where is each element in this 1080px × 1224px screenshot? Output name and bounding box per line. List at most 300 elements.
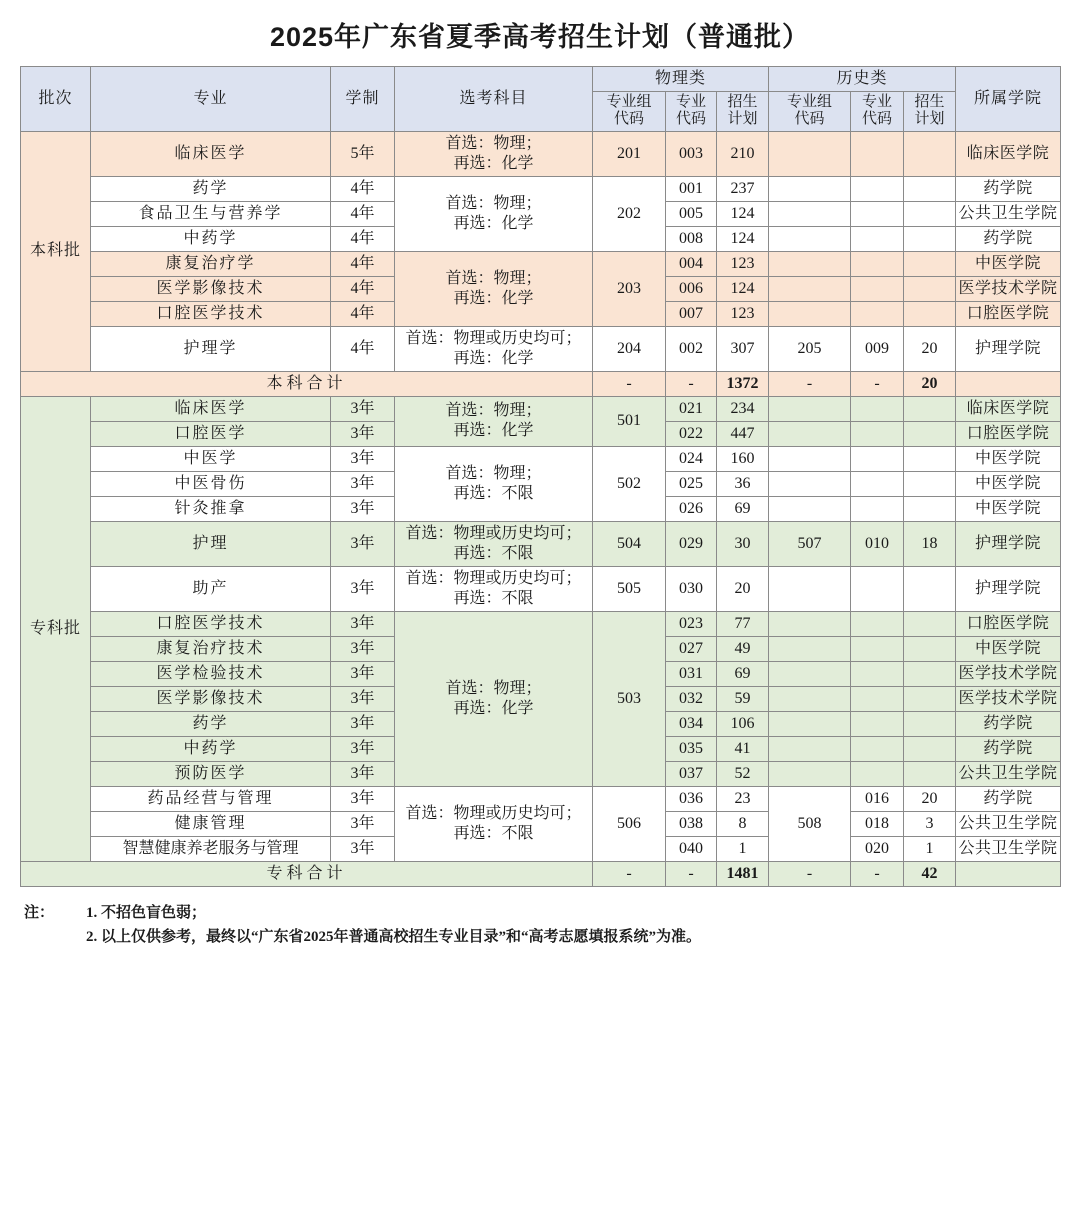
subject-line1: 首选：物理； — [445, 134, 542, 152]
cell-physics-group-code: 204 — [593, 326, 666, 371]
label-line2: 代码 — [675, 111, 706, 128]
subject-line2: 再选：化学 — [453, 154, 534, 172]
table-row[interactable] — [21, 566, 1061, 611]
cell-physics-plan: 124 — [717, 226, 769, 251]
cell-physics-major-code: 007 — [666, 301, 717, 326]
cell-history-group-code — [769, 396, 851, 421]
header-physics-major-code — [666, 92, 717, 132]
label-line1: 招生 — [914, 94, 945, 110]
cell-physics-major-code: 031 — [666, 661, 717, 686]
cell-history-major-code — [851, 276, 904, 301]
cell-physics-plan: 69 — [717, 661, 769, 686]
cell-history-major-code — [851, 496, 904, 521]
cell-years: 4年 — [331, 226, 395, 251]
cell-physics-plan: 237 — [717, 176, 769, 201]
cell-college: 医学技术学院 — [956, 661, 1061, 686]
note-line-1 — [24, 901, 1056, 925]
note-line-2 — [24, 925, 1056, 949]
cell-history-plan — [904, 471, 956, 496]
cell-history-major-code — [851, 131, 904, 176]
cell-college: 药学院 — [956, 711, 1061, 736]
cell-physics-plan: 52 — [717, 761, 769, 786]
cell-physics-plan: 41 — [717, 736, 769, 761]
cell-years: 4年 — [331, 301, 395, 326]
subject-line2: 再选：不限 — [453, 824, 534, 842]
cell-major: 智慧健康养老服务与管理 — [91, 836, 331, 861]
label-line2: 代码 — [613, 111, 644, 128]
cell-physics-group-code: 506 — [593, 786, 666, 861]
subject-line1: 首选：物理； — [445, 194, 542, 212]
cell-physics-major-code: 006 — [666, 276, 717, 301]
summary-history-group-code: - — [769, 371, 851, 396]
label-line2: 代码 — [794, 111, 825, 128]
table-row[interactable] — [21, 396, 1061, 421]
cell-physics-plan: 36 — [717, 471, 769, 496]
cell-major: 口腔医学技术 — [91, 611, 331, 636]
batch-undergraduate: 本科批 — [21, 131, 91, 371]
cell-subject — [395, 251, 593, 326]
cell-college: 中医学院 — [956, 251, 1061, 276]
cell-years: 3年 — [331, 786, 395, 811]
summary-history-group-code: - — [769, 861, 851, 886]
cell-history-plan — [904, 131, 956, 176]
header-history-group-code — [769, 92, 851, 132]
header-history-group: 历史类 — [769, 67, 956, 92]
subject-line2: 再选：化学 — [453, 214, 534, 232]
cell-major: 预防医学 — [91, 761, 331, 786]
cell-major: 医学影像技术 — [91, 686, 331, 711]
cell-college: 公共卫生学院 — [956, 201, 1061, 226]
cell-physics-major-code: 001 — [666, 176, 717, 201]
summary-history-major-code: - — [851, 371, 904, 396]
table-body — [21, 131, 1061, 886]
cell-history-plan — [904, 736, 956, 761]
cell-physics-plan: 8 — [717, 811, 769, 836]
cell-history-group-code — [769, 611, 851, 636]
summary-label: 本科合计 — [21, 371, 593, 396]
cell-history-plan: 3 — [904, 811, 956, 836]
cell-college: 公共卫生学院 — [956, 811, 1061, 836]
cell-subject — [395, 566, 593, 611]
cell-years: 5年 — [331, 131, 395, 176]
cell-college: 中医学院 — [956, 636, 1061, 661]
cell-physics-major-code: 035 — [666, 736, 717, 761]
cell-physics-plan: 1 — [717, 836, 769, 861]
cell-history-group-code — [769, 636, 851, 661]
cell-history-plan — [904, 761, 956, 786]
cell-physics-plan: 30 — [717, 521, 769, 566]
cell-physics-major-code: 024 — [666, 446, 717, 471]
cell-years: 4年 — [331, 201, 395, 226]
cell-history-plan — [904, 301, 956, 326]
cell-years: 3年 — [331, 661, 395, 686]
cell-physics-group-code: 201 — [593, 131, 666, 176]
cell-years: 3年 — [331, 811, 395, 836]
subject-line2: 再选：不限 — [453, 484, 534, 502]
cell-years: 3年 — [331, 736, 395, 761]
cell-history-major-code — [851, 686, 904, 711]
cell-history-plan: 1 — [904, 836, 956, 861]
cell-physics-major-code: 026 — [666, 496, 717, 521]
cell-physics-plan: 49 — [717, 636, 769, 661]
cell-years: 4年 — [331, 251, 395, 276]
cell-history-group-code — [769, 566, 851, 611]
batch-vocational: 专科批 — [21, 396, 91, 861]
cell-years: 3年 — [331, 396, 395, 421]
cell-history-major-code — [851, 226, 904, 251]
cell-subject — [395, 326, 593, 371]
table-row[interactable] — [21, 521, 1061, 566]
label-line2: 计划 — [914, 111, 945, 128]
admission-plan-table — [20, 66, 1061, 887]
cell-years: 3年 — [331, 471, 395, 496]
label-line1: 专业组 — [787, 94, 833, 110]
header-history-major-code — [851, 92, 904, 132]
cell-college: 临床医学院 — [956, 396, 1061, 421]
cell-history-major-code — [851, 661, 904, 686]
summary-physics-group-code: - — [593, 371, 666, 396]
cell-history-group-code — [769, 661, 851, 686]
label-line2: 代码 — [862, 111, 893, 128]
subject-line2: 再选：不限 — [453, 544, 534, 562]
cell-years: 4年 — [331, 276, 395, 301]
cell-physics-plan: 124 — [717, 201, 769, 226]
label-line1: 专业 — [862, 94, 893, 110]
notes-label: 注： — [24, 904, 55, 921]
cell-history-plan — [904, 686, 956, 711]
cell-major: 药学 — [91, 176, 331, 201]
subject-line2: 再选：化学 — [453, 349, 534, 367]
cell-history-major-code — [851, 566, 904, 611]
cell-history-group-code — [769, 276, 851, 301]
cell-physics-major-code: 040 — [666, 836, 717, 861]
cell-history-major-code: 010 — [851, 521, 904, 566]
cell-college: 公共卫生学院 — [956, 761, 1061, 786]
header-years: 学制 — [331, 67, 395, 132]
cell-college: 口腔医学院 — [956, 421, 1061, 446]
cell-history-group-code — [769, 736, 851, 761]
cell-history-group-code — [769, 251, 851, 276]
cell-years: 4年 — [331, 326, 395, 371]
cell-major: 针灸推拿 — [91, 496, 331, 521]
cell-history-group-code — [769, 226, 851, 251]
cell-subject — [395, 786, 593, 861]
cell-history-major-code — [851, 176, 904, 201]
label-line1: 专业 — [675, 94, 706, 110]
cell-years: 3年 — [331, 611, 395, 636]
subject-line2: 再选：化学 — [453, 699, 534, 717]
cell-physics-plan: 234 — [717, 396, 769, 421]
cell-subject — [395, 176, 593, 251]
header-batch: 批次 — [21, 67, 91, 132]
cell-major: 临床医学 — [91, 396, 331, 421]
cell-history-group-code — [769, 471, 851, 496]
cell-history-plan — [904, 661, 956, 686]
cell-history-plan — [904, 396, 956, 421]
table-row[interactable] — [21, 786, 1061, 811]
subject-line1: 首选：物理； — [445, 679, 542, 697]
cell-physics-major-code: 029 — [666, 521, 717, 566]
cell-years: 3年 — [331, 636, 395, 661]
cell-years: 3年 — [331, 521, 395, 566]
cell-history-group-code — [769, 711, 851, 736]
cell-college: 护理学院 — [956, 566, 1061, 611]
header-subject: 选考科目 — [395, 67, 593, 132]
cell-college: 药学院 — [956, 736, 1061, 761]
cell-years: 3年 — [331, 711, 395, 736]
header-physics-plan — [717, 92, 769, 132]
cell-history-group-code — [769, 496, 851, 521]
cell-physics-group-code: 505 — [593, 566, 666, 611]
cell-physics-major-code: 036 — [666, 786, 717, 811]
cell-history-plan — [904, 566, 956, 611]
cell-years: 3年 — [331, 566, 395, 611]
header-major: 专业 — [91, 67, 331, 132]
cell-college: 公共卫生学院 — [956, 836, 1061, 861]
cell-physics-major-code: 002 — [666, 326, 717, 371]
cell-major: 中药学 — [91, 736, 331, 761]
cell-history-plan — [904, 711, 956, 736]
cell-college: 药学院 — [956, 226, 1061, 251]
cell-years: 3年 — [331, 446, 395, 471]
cell-major: 食品卫生与营养学 — [91, 201, 331, 226]
table-row[interactable] — [21, 176, 1061, 201]
summary-history-plan: 42 — [904, 861, 956, 886]
cell-college: 药学院 — [956, 176, 1061, 201]
summary-college-empty — [956, 861, 1061, 886]
cell-physics-group-code: 502 — [593, 446, 666, 521]
cell-physics-major-code: 021 — [666, 396, 717, 421]
cell-physics-major-code: 037 — [666, 761, 717, 786]
cell-physics-plan: 106 — [717, 711, 769, 736]
cell-subject — [395, 396, 593, 446]
cell-history-major-code — [851, 301, 904, 326]
cell-history-group-code: 507 — [769, 521, 851, 566]
header-row-top — [21, 67, 1061, 92]
cell-history-plan — [904, 496, 956, 521]
summary-physics-group-code: - — [593, 861, 666, 886]
cell-history-major-code — [851, 251, 904, 276]
summary-history-plan: 20 — [904, 371, 956, 396]
page-title: 2025年广东省夏季高考招生计划（普通批） — [269, 22, 811, 52]
cell-history-group-code — [769, 421, 851, 446]
cell-history-group-code — [769, 446, 851, 471]
cell-history-group-code — [769, 761, 851, 786]
cell-major: 护理 — [91, 521, 331, 566]
cell-physics-plan: 77 — [717, 611, 769, 636]
cell-history-group-code: 508 — [769, 786, 851, 861]
cell-history-group-code — [769, 176, 851, 201]
cell-history-plan: 18 — [904, 521, 956, 566]
summary-college-empty — [956, 371, 1061, 396]
cell-history-group-code — [769, 201, 851, 226]
cell-major: 中药学 — [91, 226, 331, 251]
cell-history-major-code: 016 — [851, 786, 904, 811]
cell-major: 健康管理 — [91, 811, 331, 836]
summary-label: 专科合计 — [21, 861, 593, 886]
cell-physics-major-code: 004 — [666, 251, 717, 276]
cell-college: 医学技术学院 — [956, 686, 1061, 711]
label-line2: 计划 — [727, 111, 758, 128]
cell-history-major-code — [851, 611, 904, 636]
cell-history-plan — [904, 251, 956, 276]
cell-major: 医学检验技术 — [91, 661, 331, 686]
cell-physics-plan: 124 — [717, 276, 769, 301]
cell-major: 口腔医学技术 — [91, 301, 331, 326]
cell-major: 临床医学 — [91, 131, 331, 176]
cell-college: 护理学院 — [956, 521, 1061, 566]
cell-physics-plan: 59 — [717, 686, 769, 711]
cell-history-plan — [904, 226, 956, 251]
cell-major: 药学 — [91, 711, 331, 736]
cell-major: 助产 — [91, 566, 331, 611]
cell-college: 临床医学院 — [956, 131, 1061, 176]
header-college: 所属学院 — [956, 67, 1061, 132]
cell-years: 4年 — [331, 176, 395, 201]
cell-physics-plan: 123 — [717, 301, 769, 326]
cell-college: 医学技术学院 — [956, 276, 1061, 301]
cell-physics-group-code: 203 — [593, 251, 666, 326]
cell-physics-major-code: 030 — [666, 566, 717, 611]
table-row[interactable] — [21, 611, 1061, 636]
subject-line2: 再选：化学 — [453, 289, 534, 307]
cell-history-plan — [904, 611, 956, 636]
cell-history-major-code — [851, 711, 904, 736]
cell-physics-group-code: 504 — [593, 521, 666, 566]
cell-history-major-code — [851, 421, 904, 446]
cell-major: 药品经营与管理 — [91, 786, 331, 811]
cell-college: 口腔医学院 — [956, 301, 1061, 326]
cell-subject — [395, 521, 593, 566]
subject-line1: 首选：物理； — [445, 402, 542, 419]
subject-line1: 首选：物理或历史均可； — [405, 329, 582, 347]
cell-physics-plan: 307 — [717, 326, 769, 371]
cell-history-major-code — [851, 636, 904, 661]
table-row[interactable] — [21, 251, 1061, 276]
summary-physics-major-code: - — [666, 861, 717, 886]
summary-row-vocational — [21, 861, 1061, 886]
cell-physics-major-code: 034 — [666, 711, 717, 736]
cell-history-major-code: 018 — [851, 811, 904, 836]
cell-history-plan — [904, 176, 956, 201]
cell-physics-major-code: 008 — [666, 226, 717, 251]
cell-physics-plan: 123 — [717, 251, 769, 276]
cell-history-major-code — [851, 396, 904, 421]
summary-row-undergraduate — [21, 371, 1061, 396]
cell-major: 康复治疗学 — [91, 251, 331, 276]
cell-years: 3年 — [331, 496, 395, 521]
subject-line1: 首选：物理； — [445, 269, 542, 287]
cell-history-group-code — [769, 301, 851, 326]
cell-college: 中医学院 — [956, 496, 1061, 521]
header-physics-group: 物理类 — [593, 67, 769, 92]
cell-physics-major-code: 003 — [666, 131, 717, 176]
table-header — [21, 67, 1061, 132]
cell-physics-plan: 160 — [717, 446, 769, 471]
summary-physics-major-code: - — [666, 371, 717, 396]
cell-history-major-code — [851, 446, 904, 471]
note-text-1: 1. 不招色盲色弱； — [86, 904, 207, 921]
cell-major: 护理学 — [91, 326, 331, 371]
subject-line2: 再选：化学 — [453, 422, 534, 439]
cell-subject — [395, 131, 593, 176]
header-physics-group-code — [593, 92, 666, 132]
subject-line1: 首选：物理或历史均可； — [405, 804, 582, 822]
summary-physics-plan: 1481 — [717, 861, 769, 886]
notes-label-spacer — [24, 925, 86, 949]
cell-physics-major-code: 023 — [666, 611, 717, 636]
summary-physics-plan: 1372 — [717, 371, 769, 396]
cell-history-plan — [904, 446, 956, 471]
cell-history-plan — [904, 276, 956, 301]
subject-line1: 首选：物理； — [445, 464, 542, 482]
cell-history-major-code — [851, 201, 904, 226]
cell-physics-major-code: 005 — [666, 201, 717, 226]
cell-physics-plan: 23 — [717, 786, 769, 811]
table-row[interactable] — [21, 446, 1061, 471]
cell-college: 药学院 — [956, 786, 1061, 811]
subject-line2: 再选：不限 — [453, 589, 534, 607]
cell-college: 中医学院 — [956, 446, 1061, 471]
cell-major: 医学影像技术 — [91, 276, 331, 301]
header-history-plan — [904, 92, 956, 132]
cell-years: 3年 — [331, 686, 395, 711]
table-row[interactable] — [21, 326, 1061, 371]
cell-history-group-code — [769, 131, 851, 176]
cell-subject — [395, 446, 593, 521]
cell-years: 3年 — [331, 836, 395, 861]
cell-major: 中医骨伤 — [91, 471, 331, 496]
cell-physics-group-code: 503 — [593, 611, 666, 786]
note-text-2: 2. 以上仅供参考，最终以“广东省2025年普通高校招生专业目录”和“高考志愿填报系统”为准。 — [86, 928, 702, 945]
cell-physics-major-code: 022 — [666, 421, 717, 446]
summary-history-major-code: - — [851, 861, 904, 886]
cell-physics-plan: 210 — [717, 131, 769, 176]
cell-history-major-code — [851, 471, 904, 496]
table-row[interactable] — [21, 131, 1061, 176]
subject-line1: 首选：物理或历史均可； — [405, 569, 582, 587]
cell-physics-major-code: 038 — [666, 811, 717, 836]
cell-major: 口腔医学 — [91, 421, 331, 446]
cell-physics-group-code: 501 — [593, 396, 666, 446]
cell-years: 3年 — [331, 761, 395, 786]
cell-history-plan — [904, 636, 956, 661]
cell-physics-group-code: 202 — [593, 176, 666, 251]
cell-history-plan — [904, 421, 956, 446]
cell-college: 护理学院 — [956, 326, 1061, 371]
cell-history-major-code — [851, 736, 904, 761]
cell-major: 康复治疗技术 — [91, 636, 331, 661]
cell-physics-major-code: 027 — [666, 636, 717, 661]
cell-history-major-code — [851, 761, 904, 786]
cell-physics-major-code: 032 — [666, 686, 717, 711]
cell-physics-plan: 447 — [717, 421, 769, 446]
subject-line1: 首选：物理或历史均可； — [405, 524, 582, 542]
cell-history-plan: 20 — [904, 786, 956, 811]
label-line1: 专业组 — [606, 94, 652, 110]
cell-college: 中医学院 — [956, 471, 1061, 496]
cell-history-plan — [904, 201, 956, 226]
cell-history-plan: 20 — [904, 326, 956, 371]
cell-years: 3年 — [331, 421, 395, 446]
cell-college: 口腔医学院 — [956, 611, 1061, 636]
label-line1: 招生 — [727, 94, 758, 110]
cell-history-major-code: 020 — [851, 836, 904, 861]
cell-subject — [395, 611, 593, 786]
cell-major: 中医学 — [91, 446, 331, 471]
cell-physics-major-code: 025 — [666, 471, 717, 496]
footer-notes — [24, 901, 1056, 949]
